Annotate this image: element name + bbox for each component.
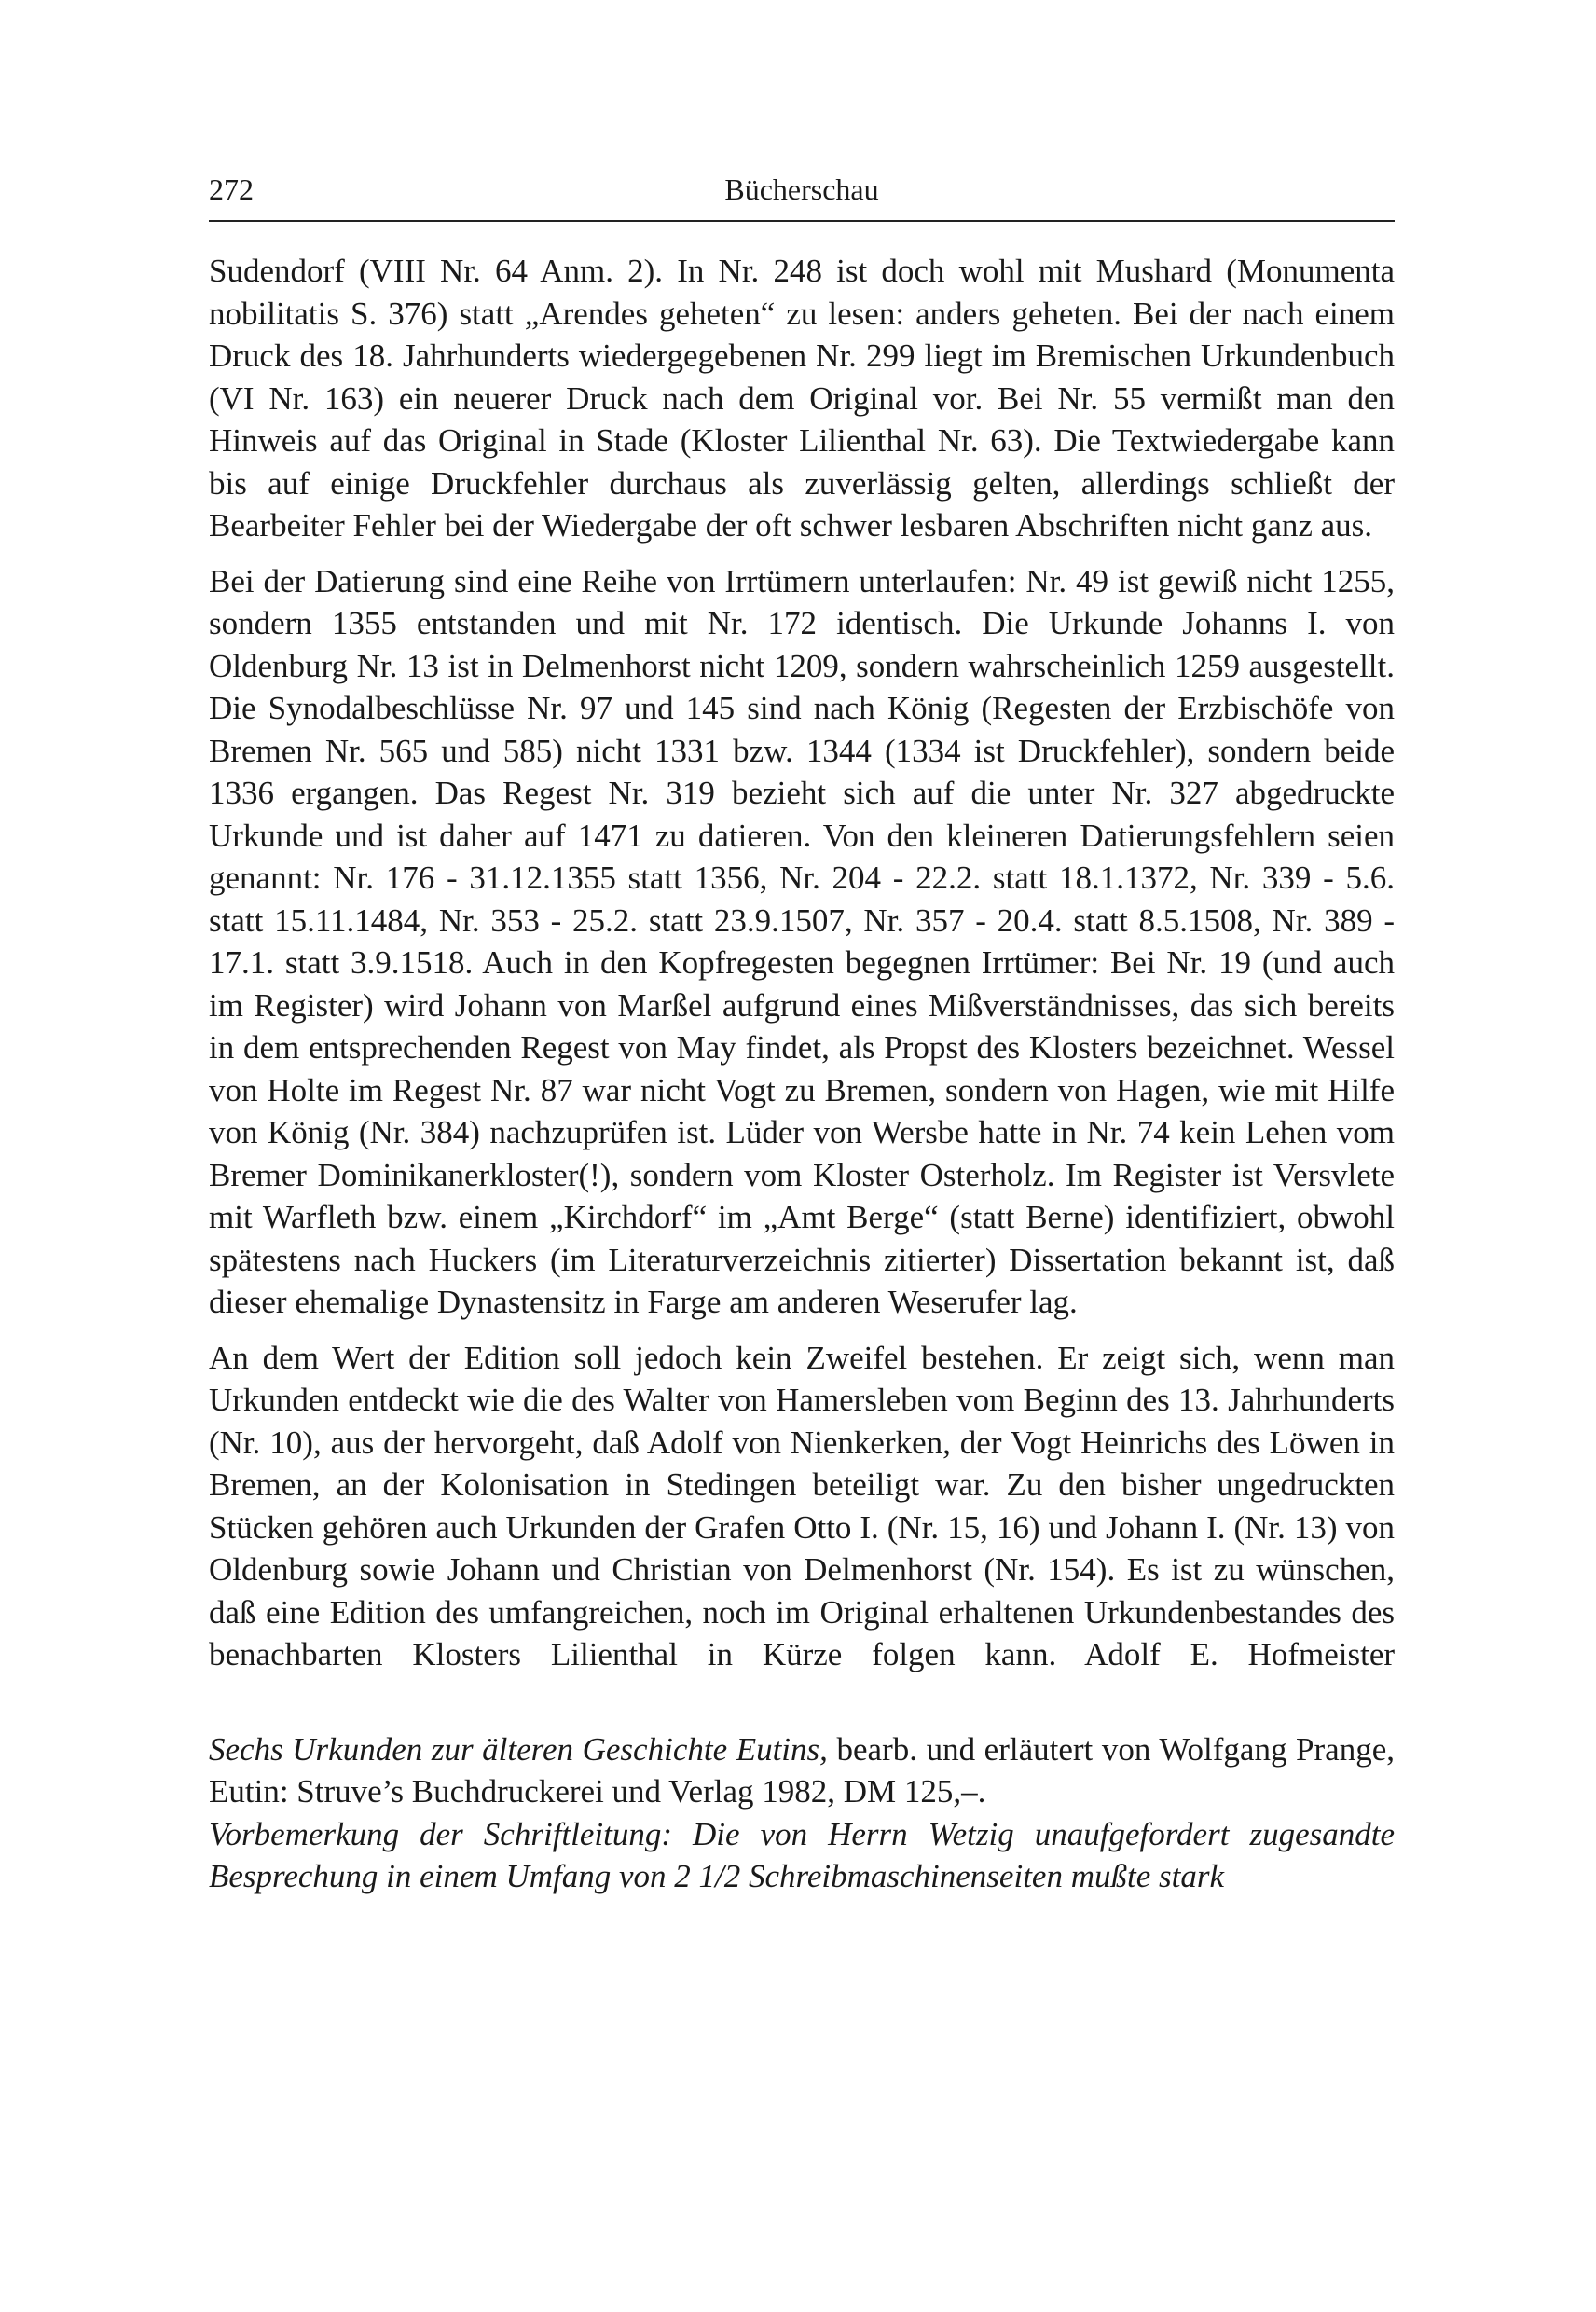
paragraph-3 [209, 1337, 1395, 1676]
running-header [209, 166, 1395, 213]
body-text [209, 250, 1395, 1898]
paragraph-1: Sudendorf (VIII Nr. 64 Anm. 2). In Nr. 248 ist doch wohl mit Mushard (Monumenta nobilitatis S. 376) statt „Arendes geheten“ zu lesen: anders geheten. Bei der nach einem Druck des 18. Jahrhunderts wiedergegebenen Nr. 299 liegt im Bremischen Urkundenbuch (VI Nr. 163) ein neuerer Druck nach dem Original vor. Bei Nr. 55 vermißt man den Hinweis auf das Original in Stade (Kloster Lilienthal Nr. 63). Die Textwiedergabe kann bis auf einige Druckfehler durchaus als zuverlässig gelten, allerdings schließt der Bearbeiter Fehler bei der Wiedergabe der oft schwer lesbaren Abschriften nicht ganz aus. [209, 253, 1395, 544]
review-bibliographic-entry [209, 1728, 1395, 1813]
running-title: Bücherschau [724, 172, 879, 206]
page-number: 272 [209, 172, 254, 206]
paragraph-2: Bei der Datierung sind eine Reihe von Irrtümern unterlaufen: Nr. 49 ist gewiß nicht 1255, sondern 1355 entstanden und mit Nr. 172 identisch. Die Urkunde Johanns I. von Oldenburg Nr. 13 ist in Delmenhorst nicht 1209, sondern wahrscheinlich 1259 ausgestellt. Die Synodalbeschlüsse Nr. 97 und 145 sind nach König (Regesten der Erzbischöfe von Bremen Nr. 565 und 585) nicht 1331 bzw. 1344 (1334 ist Druckfehler), sondern beide 1336 ergangen. Das Regest Nr. 319 bezieht sich auf die unter Nr. 327 abgedruckte Urkunde und ist daher auf 1471 zu datieren. Von den kleineren Datierungsfehlern seien genannt: Nr. 176 - 31.12.1355 statt 1356, Nr. 204 - 22.2. statt 18.1.1372, Nr. 339 - 5.6. statt 15.11.1484, Nr. 353 - 25.2. statt 23.9.1507, Nr. 357 - 20.4. statt 8.5.1508, Nr. 389 - 17.1. statt 3.9.1518. Auch in den Kopfregesten begegnen Irrtümer: Bei Nr. 19 (und auch im Register) wird Johann von Marßel aufgrund eines Mißverständnisses, das sich bereits in dem entsprechenden Regest von May findet, als Propst des Klosters bezeichnet. Wessel von Holte im Regest Nr. 87 war nicht Vogt zu Bremen, sondern von Hagen, wie mit Hilfe von König (Nr. 384) nachzuprüfen ist. Lüder von Wersbe hatte in Nr. 74 kein Lehen vom Bremer Dominikanerkloster(!), sondern vom Kloster Osterholz. Im Register ist Versvlete mit Warfleth bzw. einem „Kirchdorf“ im „Amt Berge“ (statt Berne) identifiziert, obwohl spätestens nach Huckers (im Literaturverzeichnis zitierter) Dissertation bekannt ist, daß dieser ehemalige Dynastensitz in Farge am anderen Weserufer lag. [209, 562, 1395, 1320]
header-rule [209, 220, 1395, 222]
editorial-note: Vorbemerkung der Schriftleitung: Die von Herrn Wetzig unaufgefordert zugesandte Besprechung in einem Umfang von 2 1/2 Schreibmaschinenseiten mußte stark [209, 1815, 1395, 1894]
paragraph-3-text: An dem Wert der Edition soll jedoch kein Zweifel bestehen. Er zeigt sich, wenn man Urkunden entdeckt wie die des Walter von Hamersleben vom Beginn des 13. Jahrhunderts (Nr. 10), aus der hervorgeht, daß Adolf von Nienkerken, der Vogt Heinrichs des Löwen in Bremen, an der Kolonisation in Stedingen beteiligt war. Zu den bisher ungedruckten Stücken gehören auch Urkunden der Grafen Otto I. (Nr. 15, 16) und Johann I. (Nr. 13) von Oldenburg sowie Johann und Christian von Delmenhorst (Nr. 154). Es ist zu wünschen, daß eine Edition des umfangreichen, noch im Original erhaltenen Urkundenbestandes des benachbarten Klosters Lilienthal in Kürze folgen kann. [209, 1339, 1395, 1672]
review-author-signature: Adolf E. Hofmeister [1084, 1636, 1396, 1672]
reviewed-book-details: bearb. und erläutert von Wolfgang Prange, Eutin: Struve’s Buchdruckerei und Verlag 1982, DM 125,–. [209, 1730, 1396, 1810]
reviewed-book-title: Sechs Urkunden zur älteren Geschichte Eutins, [209, 1730, 828, 1768]
